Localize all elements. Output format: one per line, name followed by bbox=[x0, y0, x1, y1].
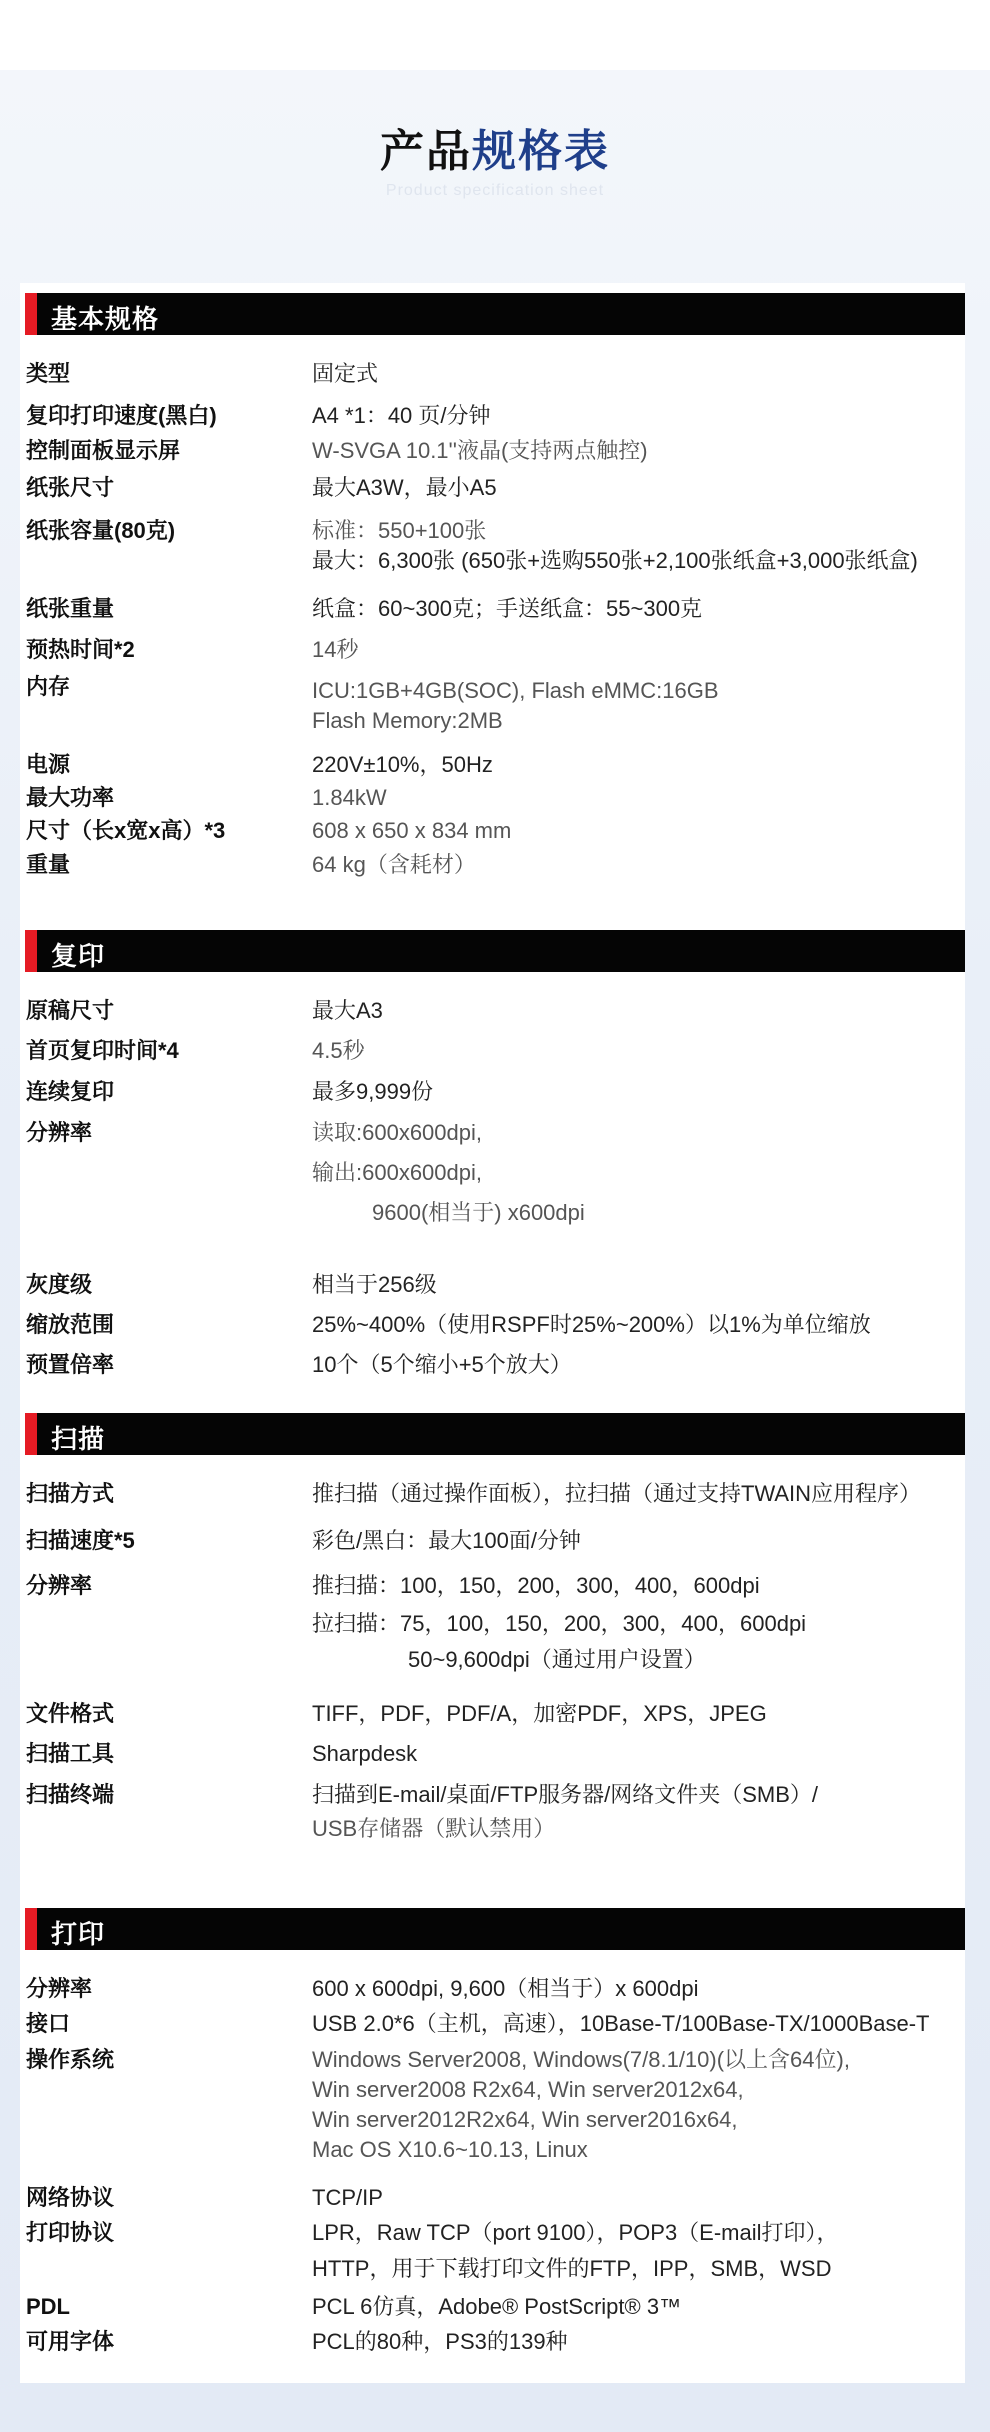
spec-value: 固定式 bbox=[312, 361, 379, 386]
spec-label: 控制面板显示屏 bbox=[26, 438, 181, 463]
spec-label: 尺寸（长x宽x高）*3 bbox=[26, 818, 226, 843]
spec-value: 220V±10%，50Hz bbox=[312, 752, 493, 777]
section-title: 扫描 bbox=[51, 1424, 106, 1454]
page-subtitle: Product specification sheet bbox=[385, 182, 605, 199]
spec-label: 缩放范围 bbox=[26, 1312, 115, 1337]
spec-value: 4.5秒 bbox=[312, 1038, 365, 1063]
spec-value bbox=[312, 1571, 806, 1675]
spec-value-line: 推扫描：100，150，200，300，400，600dpi bbox=[312, 1573, 760, 1598]
spec-value-line: Mac OS X10.6~10.13, Linux bbox=[312, 2137, 588, 2162]
spec-label: PDL bbox=[26, 2294, 70, 2319]
spec-value-line: HTTP，用于下载打印文件的FTP，IPP，SMB，WSD bbox=[312, 2256, 832, 2281]
spec-value-line: 标准：550+100张 bbox=[312, 518, 487, 543]
spec-value bbox=[312, 2218, 839, 2284]
spec-value-line: Flash Memory:2MB bbox=[312, 708, 503, 733]
spec-label: 纸张重量 bbox=[26, 596, 115, 621]
page-header bbox=[0, 70, 990, 280]
spec-value-line: Win server2012R2x64, Win server2016x64, bbox=[312, 2107, 738, 2132]
spec-label: 扫描速度*5 bbox=[26, 1528, 135, 1553]
spec-label: 网络协议 bbox=[26, 2185, 115, 2210]
section-header-print bbox=[25, 1908, 965, 1950]
spec-value: 64 kg（含耗材） bbox=[312, 852, 476, 877]
spec-value: 推扫描（通过操作面板），拉扫描（通过支持TWAIN应用程序） bbox=[312, 1481, 922, 1506]
spec-label: 扫描终端 bbox=[26, 1782, 115, 1807]
spec-value: 最多9,999份 bbox=[312, 1079, 434, 1104]
spec-value: 彩色/黑白：最大100面/分钟 bbox=[312, 1528, 581, 1553]
page-title-part2: 规格表 bbox=[472, 127, 610, 176]
page-title-part1: 产品 bbox=[380, 127, 472, 176]
spec-value bbox=[312, 1118, 585, 1228]
spec-value: 1.84kW bbox=[312, 785, 387, 810]
spec-label: 扫描方式 bbox=[26, 1481, 115, 1506]
spec-value-line: 扫描到E-mail/桌面/FTP服务器/网络文件夹（SMB）/ bbox=[312, 1782, 819, 1807]
spec-label: 分辨率 bbox=[26, 1120, 93, 1145]
spec-value: 600 x 600dpi, 9,600（相当于）x 600dpi bbox=[312, 1976, 699, 2001]
spec-label: 预置倍率 bbox=[26, 1352, 115, 1377]
spec-value-line: Win server2008 R2x64, Win server2012x64, bbox=[312, 2077, 744, 2102]
spec-value-line: 输出:600x600dpi, bbox=[312, 1160, 482, 1185]
spec-label: 类型 bbox=[26, 361, 71, 386]
spec-value: USB 2.0*6（主机，高速），10Base-T/100Base-TX/1000Base-T bbox=[312, 2011, 930, 2036]
spec-value: W-SVGA 10.1''液晶(支持两点触控) bbox=[312, 438, 648, 463]
spec-label: 原稿尺寸 bbox=[26, 998, 115, 1023]
spec-label: 内存 bbox=[26, 674, 71, 699]
spec-label: 文件格式 bbox=[26, 1701, 115, 1726]
spec-value-line: LPR，Raw TCP（port 9100），POP3（E-mail打印）， bbox=[312, 2220, 839, 2245]
spec-value: 最大A3 bbox=[312, 998, 383, 1023]
spec-label: 灰度级 bbox=[26, 1272, 93, 1297]
spec-label: 打印协议 bbox=[26, 2220, 115, 2245]
section-header-scan bbox=[25, 1413, 965, 1455]
spec-value-line: 50~9,600dpi（通过用户设置） bbox=[408, 1647, 706, 1672]
spec-value-line: Windows Server2008, Windows(7/8.1/10)(以上含64位), bbox=[312, 2047, 850, 2072]
spec-value: A4 *1：40 页/分钟 bbox=[312, 403, 491, 428]
spec-label: 分辨率 bbox=[26, 1573, 93, 1598]
spec-value-line: 拉扫描：75，100，150，200，300，400，600dpi bbox=[312, 1611, 807, 1636]
spec-value: 纸盒：60~300克；手送纸盒：55~300克 bbox=[312, 596, 703, 621]
top-band bbox=[0, 0, 990, 70]
spec-value: 相当于256级 bbox=[312, 1272, 437, 1297]
spec-label: 最大功率 bbox=[26, 785, 115, 810]
section-title: 复印 bbox=[51, 941, 106, 971]
spec-value-line: 9600(相当于) x600dpi bbox=[372, 1200, 585, 1225]
spec-value: 25%~400%（使用RSPF时25%~200%）以1%为单位缩放 bbox=[312, 1312, 871, 1337]
spec-value-line: 最大：6,300张 (650张+选购550张+2,100张纸盒+3,000张纸盒) bbox=[312, 548, 918, 573]
spec-value: 最大A3W，最小A5 bbox=[312, 475, 497, 500]
spec-label: 重量 bbox=[26, 852, 71, 877]
spec-value: 608 x 650 x 834 mm bbox=[312, 818, 512, 843]
spec-value: TCP/IP bbox=[312, 2185, 383, 2210]
spec-value: Sharpdesk bbox=[312, 1741, 418, 1766]
spec-value: TIFF，PDF，PDF/A，加密PDF，XPS，JPEG bbox=[312, 1701, 767, 1726]
page-title bbox=[0, 115, 990, 179]
spec-label: 预热时间*2 bbox=[26, 637, 135, 662]
spec-label: 首页复印时间*4 bbox=[26, 1038, 179, 1063]
spec-value-line: 读取:600x600dpi, bbox=[312, 1120, 482, 1145]
spec-label: 电源 bbox=[26, 752, 71, 777]
section-title: 打印 bbox=[51, 1919, 106, 1949]
spec-label: 操作系统 bbox=[26, 2047, 115, 2072]
spec-value bbox=[312, 1780, 818, 1844]
spec-value: 10个（5个缩小+5个放大） bbox=[312, 1352, 572, 1377]
section-title: 基本规格 bbox=[51, 304, 160, 334]
spec-value-line: USB存储器（默认禁用） bbox=[312, 1816, 556, 1841]
spec-label: 纸张容量(80克) bbox=[26, 518, 176, 543]
spec-value bbox=[312, 2045, 850, 2165]
spec-label: 纸张尺寸 bbox=[26, 475, 115, 500]
spec-value bbox=[312, 516, 918, 576]
spec-value: PCL 6仿真，Adobe® PostScript® 3™ bbox=[312, 2294, 682, 2319]
section-header-basic bbox=[25, 293, 965, 335]
spec-value bbox=[312, 676, 719, 736]
spec-sheet bbox=[20, 283, 965, 2383]
spec-label: 可用字体 bbox=[26, 2329, 115, 2354]
spec-label: 复印打印速度(黑白) bbox=[26, 403, 217, 428]
spec-value-line: ICU:1GB+4GB(SOC), Flash eMMC:16GB bbox=[312, 678, 719, 703]
spec-value: PCL的80种，PS3的139种 bbox=[312, 2329, 568, 2354]
spec-label: 接口 bbox=[26, 2011, 71, 2036]
spec-label: 分辨率 bbox=[26, 1976, 93, 2001]
spec-label: 连续复印 bbox=[26, 1079, 115, 1104]
section-header-copy bbox=[25, 930, 965, 972]
spec-label: 扫描工具 bbox=[26, 1741, 115, 1766]
spec-value: 14秒 bbox=[312, 637, 359, 662]
